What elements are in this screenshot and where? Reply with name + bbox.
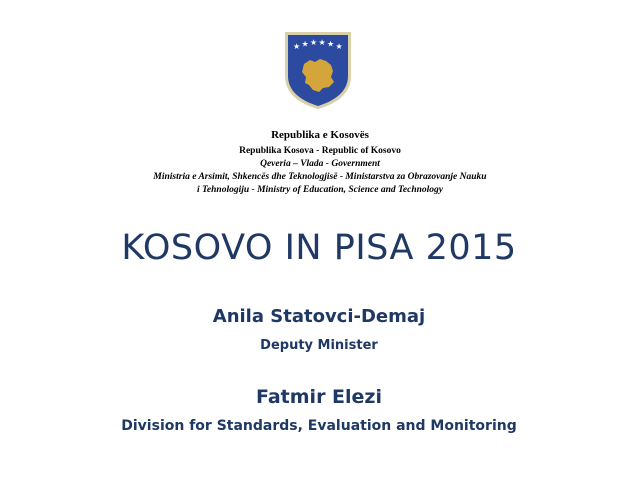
government-label: Qeveria – Vlada - Government (260, 159, 380, 169)
presenter-1-role: Deputy Minister (260, 338, 378, 353)
ministry-name-line-1: Ministria e Arsimit, Shkencës dhe Teknologjisë - Ministarstva za Obrazovanje Nauku (153, 172, 487, 182)
republic-name-albanian: Republika e Kosovës (271, 129, 369, 141)
presenter-2-role: Division for Standards, Evaluation and Monitoring (121, 418, 517, 434)
star-icon: ★ (327, 39, 335, 49)
republic-name-serbian-english: Republika Kosova - Republic of Kosovo (239, 146, 401, 156)
ministry-name-line-2: i Tehnologiju - Ministry of Education, Science and Technology (196, 185, 444, 195)
star-icon: ★ (318, 38, 326, 47)
star-icon: ★ (301, 39, 309, 49)
presenter-2-name: Fatmir Elezi (255, 386, 382, 408)
kosovo-coat-of-arms-icon (282, 30, 354, 110)
presenter-1-name: Anila Statovci-Demaj (212, 306, 426, 327)
star-icon: ★ (335, 42, 343, 51)
star-icon: ★ (293, 42, 301, 51)
government-header (40, 128, 600, 197)
slide-title: KOSOVO IN PISA 2015 (121, 228, 517, 268)
star-icon: ★ (310, 38, 318, 47)
